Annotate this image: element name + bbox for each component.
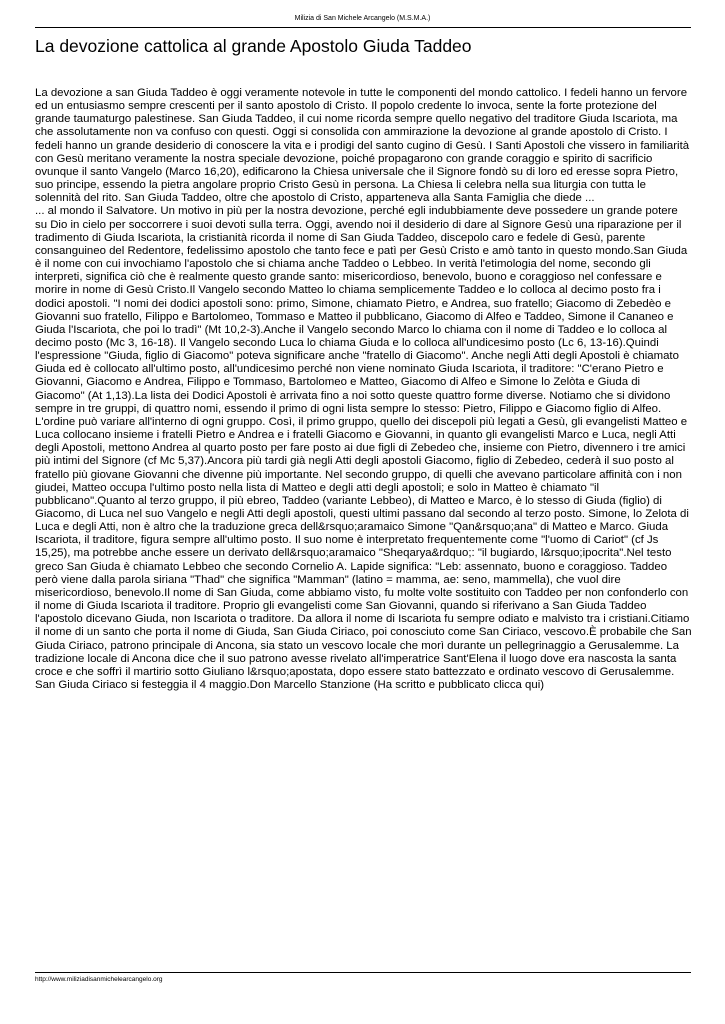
article-paragraph: ... al mondo il Salvatore. Un motivo in più per la nostra devozione, perché egli indubbiamente deve possedere un grande potere su Dio in cielo per soccorrere i suoi devoti sulla terra. Oggi, avendo noi il desiderio di dare al Signore Gesù una riparazione per il tradimento di Giuda Iscariota, la cristianità ricorda il nome di San Giuda Taddeo, discepolo caro e fedele di Gesù, parente consanguineo del Redentore, fedelissimo apostolo che tanto fece e patì per Gesù Cristo e amò tanto in questo mondo.San Giuda è il nome con cui invochiamo l'apostolo che si chiama anche Taddeo o Lebbeo. In verità l'etimologia del nome, secondo gli interpreti, significa ciò che è realmente questo grande santo: misericordioso, benevolo, buono e coraggioso nel confessare e morire in nome di Gesù Cristo.Il Vangelo secondo Matteo lo chiama semplicemente Taddeo e lo colloca al decimo posto fra i dodici apostoli. "I nomi dei dodici apostoli sono: primo, Simone, chiamato Pietro, e Andrea, suo fratello; Giacomo di Zebedèo e Giovanni suo fratello, Filippo e Bartolomeo, Tommaso e Matteo il pubblicano, Giacomo di Alfeo e Taddeo, Simone il Cananeo e Giuda l'Iscariota, che poi lo tradì" (Mt 10,2-3).Anche il Vangelo secondo Marco lo chiama con il nome di Taddeo e lo colloca al decimo posto (Mc 3, 16-18). Il Vangelo secondo Luca lo chiama Giuda e lo colloca all'undicesimo posto (Lc 6, 13-16).Quindi l'espressione "Giuda, figlio di Giacomo" poteva significare anche "fratello di Giacomo". Anche negli Atti degli Apostoli è chiamato Giuda ed è collocato all'ultimo posto, all'undicesimo perché non viene nominato Giuda Iscariota, il traditore: "C'erano Pietro e Giovanni, Giacomo e Andrea, Filippo e Tommaso, Bartolomeo e Matteo, Giacomo di Alfeo e Simone lo Zelòta e Giuda di Giacomo" (At 1,13).La lista dei Dodici Apostoli è arrivata fino a noi sotto queste quattro forme diverse. Notiamo che si dividono sempre in tre gruppi, di quattro nomi, essendo il primo di ogni lista sempre lo stesso: Pietro, Filippo e Giacomo figlio di Alfeo. L'ordine può variare all'interno di ogni gruppo. Così, il primo gruppo, quello dei discepoli più legati a Gesù, gli evangelisti Matteo e Luca collocano insieme i fratelli Pietro e Andrea e i fratelli Giacomo e Giovanni, in quanto gli evangelisti Marco e Luca, negli Atti degli Apostoli, mettono Andrea al quarto posto per fare posto ai due figli di Zebedeo che, insieme con Pietro, divennero i tre amici più intimi del Signore (cf Mc 5,37).Ancora più tardi già negli Atti degli apostoli Giacomo, figlio di Zebedeo, cederà il suo posto al fratello più giovane Giovanni che divenne più importante. Nel secondo gruppo, di quelli che avevano particolare affinità con i non giudei, Matteo occupa l'ultimo posto nella lista di Matteo e degli atti degli apostoli; e solo in Matteo è chiamato "il pubblicano".Quanto al terzo gruppo, il più ebreo, Taddeo (variante Lebbeo), di Matteo e Marco, è lo stesso di Giuda (figlio) di Giacomo, di Luca nel suo Vangelo e negli Atti degli apostoli, questi ultimi passano dal secondo al terzo posto. Simone, lo Zelota di Luca e degli Atti, non è altro che la traduzione greca dell&rsquo;aramaico Simone "Qan&rsquo;ana" di Matteo e Marco. Giuda Iscariota, il traditore, figura sempre all'ultimo posto. Il suo nome è interpretato frequentemente come "l'uomo di Cariot" (cf Js 15,25), ma potrebbe anche essere un derivato dell&rsquo;aramaico "Sheqarya&rdquo;: "il bugiardo, l&rsquo;ipocrita".Nel testo greco San Giuda è chiamato Lebbeo che secondo Cornelio A. Lapide significa: "Leb: assennato, buono e coraggioso. Taddeo però viene dalla parola siriana "Thad" che significa "Mamman" (latino = mamma, ae: seno, mammella), che vuol dire misericordioso, benevolo.Il nome di San Giuda, come abbiamo visto, fu molte volte sostituito con Taddeo per non confonderlo con il nome di Giuda Iscariota il traditore. Proprio gli evangelisti come San Giovanni, quando si riferivano a San Giuda Taddeo l'apostolo dicevano Giuda, non Iscariota o traditore. Da allora il nome di Iscariota fu sempre odiato e malvisto tra i cristiani.Citiamo il nome di un santo che porta il nome di Giuda, San Giuda Ciriaco, poi conosciuto come San Ciriaco, vescovo.È probabile che San Giuda Ciriaco, patrono principale di Ancona, sia stato un vescovo locale che morì durante un pellegrinaggio a Gerusalemme. La tradizione locale di Ancona dice che il suo patrono avesse rivelato all'imperatrice Sant'Elena il luogo dove era nascosta la santa croce e che soffrì il martirio sotto Giuliano l&rsquo;apostata, dopo essere stato battezzato e ordinato vescovo di Gerusalemme. San Giuda Ciriaco si festeggia il 4 maggio.Don Marcello Stanzione (Ha scritto e pubblicato clicca qui) bbox=[35, 205, 692, 692]
article-paragraph: La devozione a san Giuda Taddeo è oggi veramente notevole in tutte le componenti del mondo cattolico. I fedeli hanno un fervore ed un entusiasmo sempre crescenti per il santo apostolo di Cristo. Il popolo credente lo invoca, sente la forte protezione del grande taumaturgo palestinese. San Giuda Taddeo, il cui nome ricorda sempre quello negativo del traditore Giuda Iscariota, ma che assolutamente non va confuso con questi. Oggi si consolida con ammirazione la devozione al grande apostolo di Cristo. I fedeli hanno un grande desiderio di conoscere la vita e i prodigi del santo cugino di Gesù. I Santi Apostoli che vissero in familiarità con Gesù meritano veramente la nostra speciale devozione, poiché propagarono con grande coraggio e spirito di sacrificio ovunque il santo Vangelo (Marco 16,20), edificarono la Chiesa universale che il Signore fondò su di loro ed eresse sopra Pietro, suo principe, essendo la pietra angolare proprio Cristo Gesù in persona. La Chiesa li celebra nella sua liturgia con tutta le solennità del rito. San Giuda Taddeo, oltre che apostolo di Cristo, apparteneva alla Santa Famiglia che diede ... bbox=[35, 87, 690, 205]
page-header: Milizia di San Michele Arcangelo (M.S.M.A.) bbox=[294, 15, 431, 22]
page-title: La devozione cattolica al grande Apostolo Giuda Taddeo bbox=[35, 36, 472, 56]
footer-url-link[interactable]: http://www.miliziadisanmichelearcangelo.org bbox=[35, 976, 163, 983]
footer-divider bbox=[35, 972, 691, 973]
article-body bbox=[35, 87, 692, 692]
header-divider bbox=[35, 27, 691, 28]
